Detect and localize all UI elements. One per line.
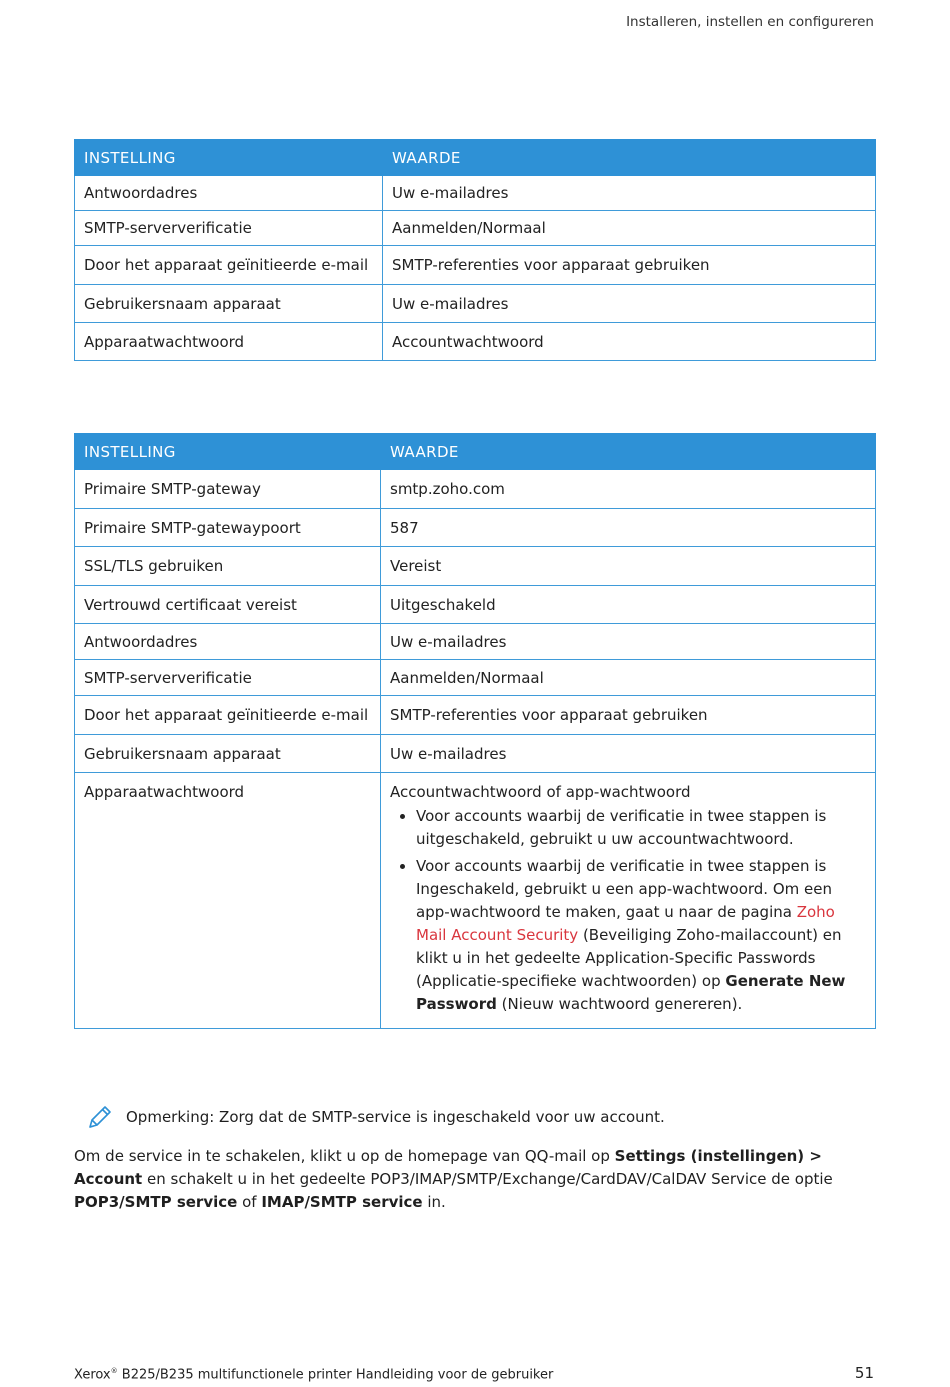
column-header-value: WAARDE bbox=[383, 140, 876, 176]
value-cell: smtp.zoho.com bbox=[381, 470, 876, 509]
value-cell: SMTP-referenties voor apparaat gebruiken bbox=[381, 696, 876, 735]
value-cell: Accountwachtwoord bbox=[383, 323, 876, 361]
setting-cell: Gebruikersnaam apparaat bbox=[75, 285, 383, 323]
bullet-item: • Voor accounts waarbij de verificatie in twee stappen is uitgeschakeld, gebruikt u uw accountwachtwoord. bbox=[416, 805, 866, 851]
value-cell: Uitgeschakeld bbox=[381, 586, 876, 624]
paragraph-text: Om de service in te schakelen, klikt u op de homepage van QQ-mail op bbox=[74, 1147, 615, 1165]
footer-brand: Xerox bbox=[74, 1367, 111, 1383]
paragraph-text: in. bbox=[422, 1193, 446, 1211]
setting-cell: Primaire SMTP-gateway bbox=[75, 470, 381, 509]
column-header-setting: INSTELLING bbox=[75, 434, 381, 470]
registered-mark: ® bbox=[110, 1367, 118, 1375]
note-block bbox=[86, 1103, 876, 1131]
table-row bbox=[75, 285, 876, 323]
setting-cell: Door het apparaat geïnitieerde e-mail bbox=[75, 246, 383, 285]
note-text: Opmerking: Zorg dat de SMTP-service is ingeschakeld voor uw account. bbox=[126, 1108, 665, 1126]
setting-cell: Door het apparaat geïnitieerde e-mail bbox=[75, 696, 381, 735]
value-cell: Uw e-mailadres bbox=[381, 624, 876, 660]
settings-table-1 bbox=[74, 139, 876, 361]
setting-cell: SMTP-serververificatie bbox=[75, 660, 381, 696]
value-intro: Accountwachtwoord of app-wachtwoord bbox=[390, 783, 691, 801]
table-row bbox=[75, 624, 876, 660]
zoho-account-security-link[interactable]: Zoho Mail Account Security bbox=[416, 903, 835, 944]
value-cell: Aanmelden/Normaal bbox=[383, 211, 876, 246]
table-row bbox=[75, 773, 876, 1029]
setting-cell: Antwoordadres bbox=[75, 176, 383, 211]
value-cell: SMTP-referenties voor apparaat gebruiken bbox=[383, 246, 876, 285]
bullet-text: Voor accounts waarbij de verificatie in twee stappen is Ingeschakeld, gebruikt u een app-wachtwoord. Om een app-wachtwoord te maken, gaat u naar de pagina bbox=[416, 857, 832, 921]
paragraph-text: of bbox=[237, 1193, 262, 1211]
value-cell: Uw e-mailadres bbox=[383, 176, 876, 211]
table-header-row bbox=[75, 434, 876, 470]
table-row bbox=[75, 470, 876, 509]
running-header: Installeren, instellen en configureren bbox=[626, 14, 874, 30]
setting-cell: Gebruikersnaam apparaat bbox=[75, 735, 381, 773]
table-row bbox=[75, 211, 876, 246]
pencil-icon bbox=[86, 1103, 114, 1131]
table-row bbox=[75, 246, 876, 285]
column-header-value: WAARDE bbox=[381, 434, 876, 470]
footer-text bbox=[74, 1367, 553, 1382]
bullet-text: (Nieuw wachtwoord genereren). bbox=[496, 995, 743, 1013]
bullet-list bbox=[390, 805, 866, 1016]
table-row bbox=[75, 660, 876, 696]
bullet-text: (Beveiliging Zoho-mailaccount) en klikt u in het gedeelte Application-Specific Passwords (Applicatie-specifieke wachtwoorden) op bbox=[416, 926, 842, 990]
value-cell bbox=[381, 773, 876, 1029]
page-number: 51 bbox=[854, 1364, 874, 1382]
setting-cell: SSL/TLS gebruiken bbox=[75, 547, 381, 586]
setting-cell: Primaire SMTP-gatewaypoort bbox=[75, 509, 381, 547]
instruction-paragraph bbox=[74, 1145, 884, 1214]
paragraph-text: en schakelt u in het gedeelte POP3/IMAP/SMTP/Exchange/CardDAV/CalDAV Service de optie bbox=[142, 1170, 833, 1188]
bullet-item bbox=[416, 855, 866, 1016]
value-cell: 587 bbox=[381, 509, 876, 547]
value-cell: Vereist bbox=[381, 547, 876, 586]
setting-cell: SMTP-serververificatie bbox=[75, 211, 383, 246]
table-row bbox=[75, 735, 876, 773]
table-row bbox=[75, 176, 876, 211]
table-row bbox=[75, 323, 876, 361]
table-row bbox=[75, 586, 876, 624]
paragraph-bold-text: IMAP/SMTP service bbox=[261, 1193, 423, 1211]
bullet-bold-text: Generate New Password bbox=[416, 972, 846, 1013]
table-header-row bbox=[75, 140, 876, 176]
column-header-setting: INSTELLING bbox=[75, 140, 383, 176]
setting-cell: Antwoordadres bbox=[75, 624, 381, 660]
setting-cell: Apparaatwachtwoord bbox=[75, 323, 383, 361]
footer-title: B225/B235 multifunctionele printer Handleiding voor de gebruiker bbox=[117, 1367, 554, 1383]
value-cell: Aanmelden/Normaal bbox=[381, 660, 876, 696]
paragraph-bold-text: POP3/SMTP service bbox=[74, 1193, 238, 1211]
value-cell: Uw e-mailadres bbox=[383, 285, 876, 323]
value-cell: Uw e-mailadres bbox=[381, 735, 876, 773]
settings-table-2 bbox=[74, 433, 876, 1029]
table-row bbox=[75, 509, 876, 547]
paragraph-bold-text: Settings (instellingen) > Account bbox=[74, 1147, 822, 1188]
setting-cell: Vertrouwd certificaat vereist bbox=[75, 586, 381, 624]
setting-cell: Apparaatwachtwoord bbox=[75, 773, 381, 1029]
table-row bbox=[75, 547, 876, 586]
table-row bbox=[75, 696, 876, 735]
